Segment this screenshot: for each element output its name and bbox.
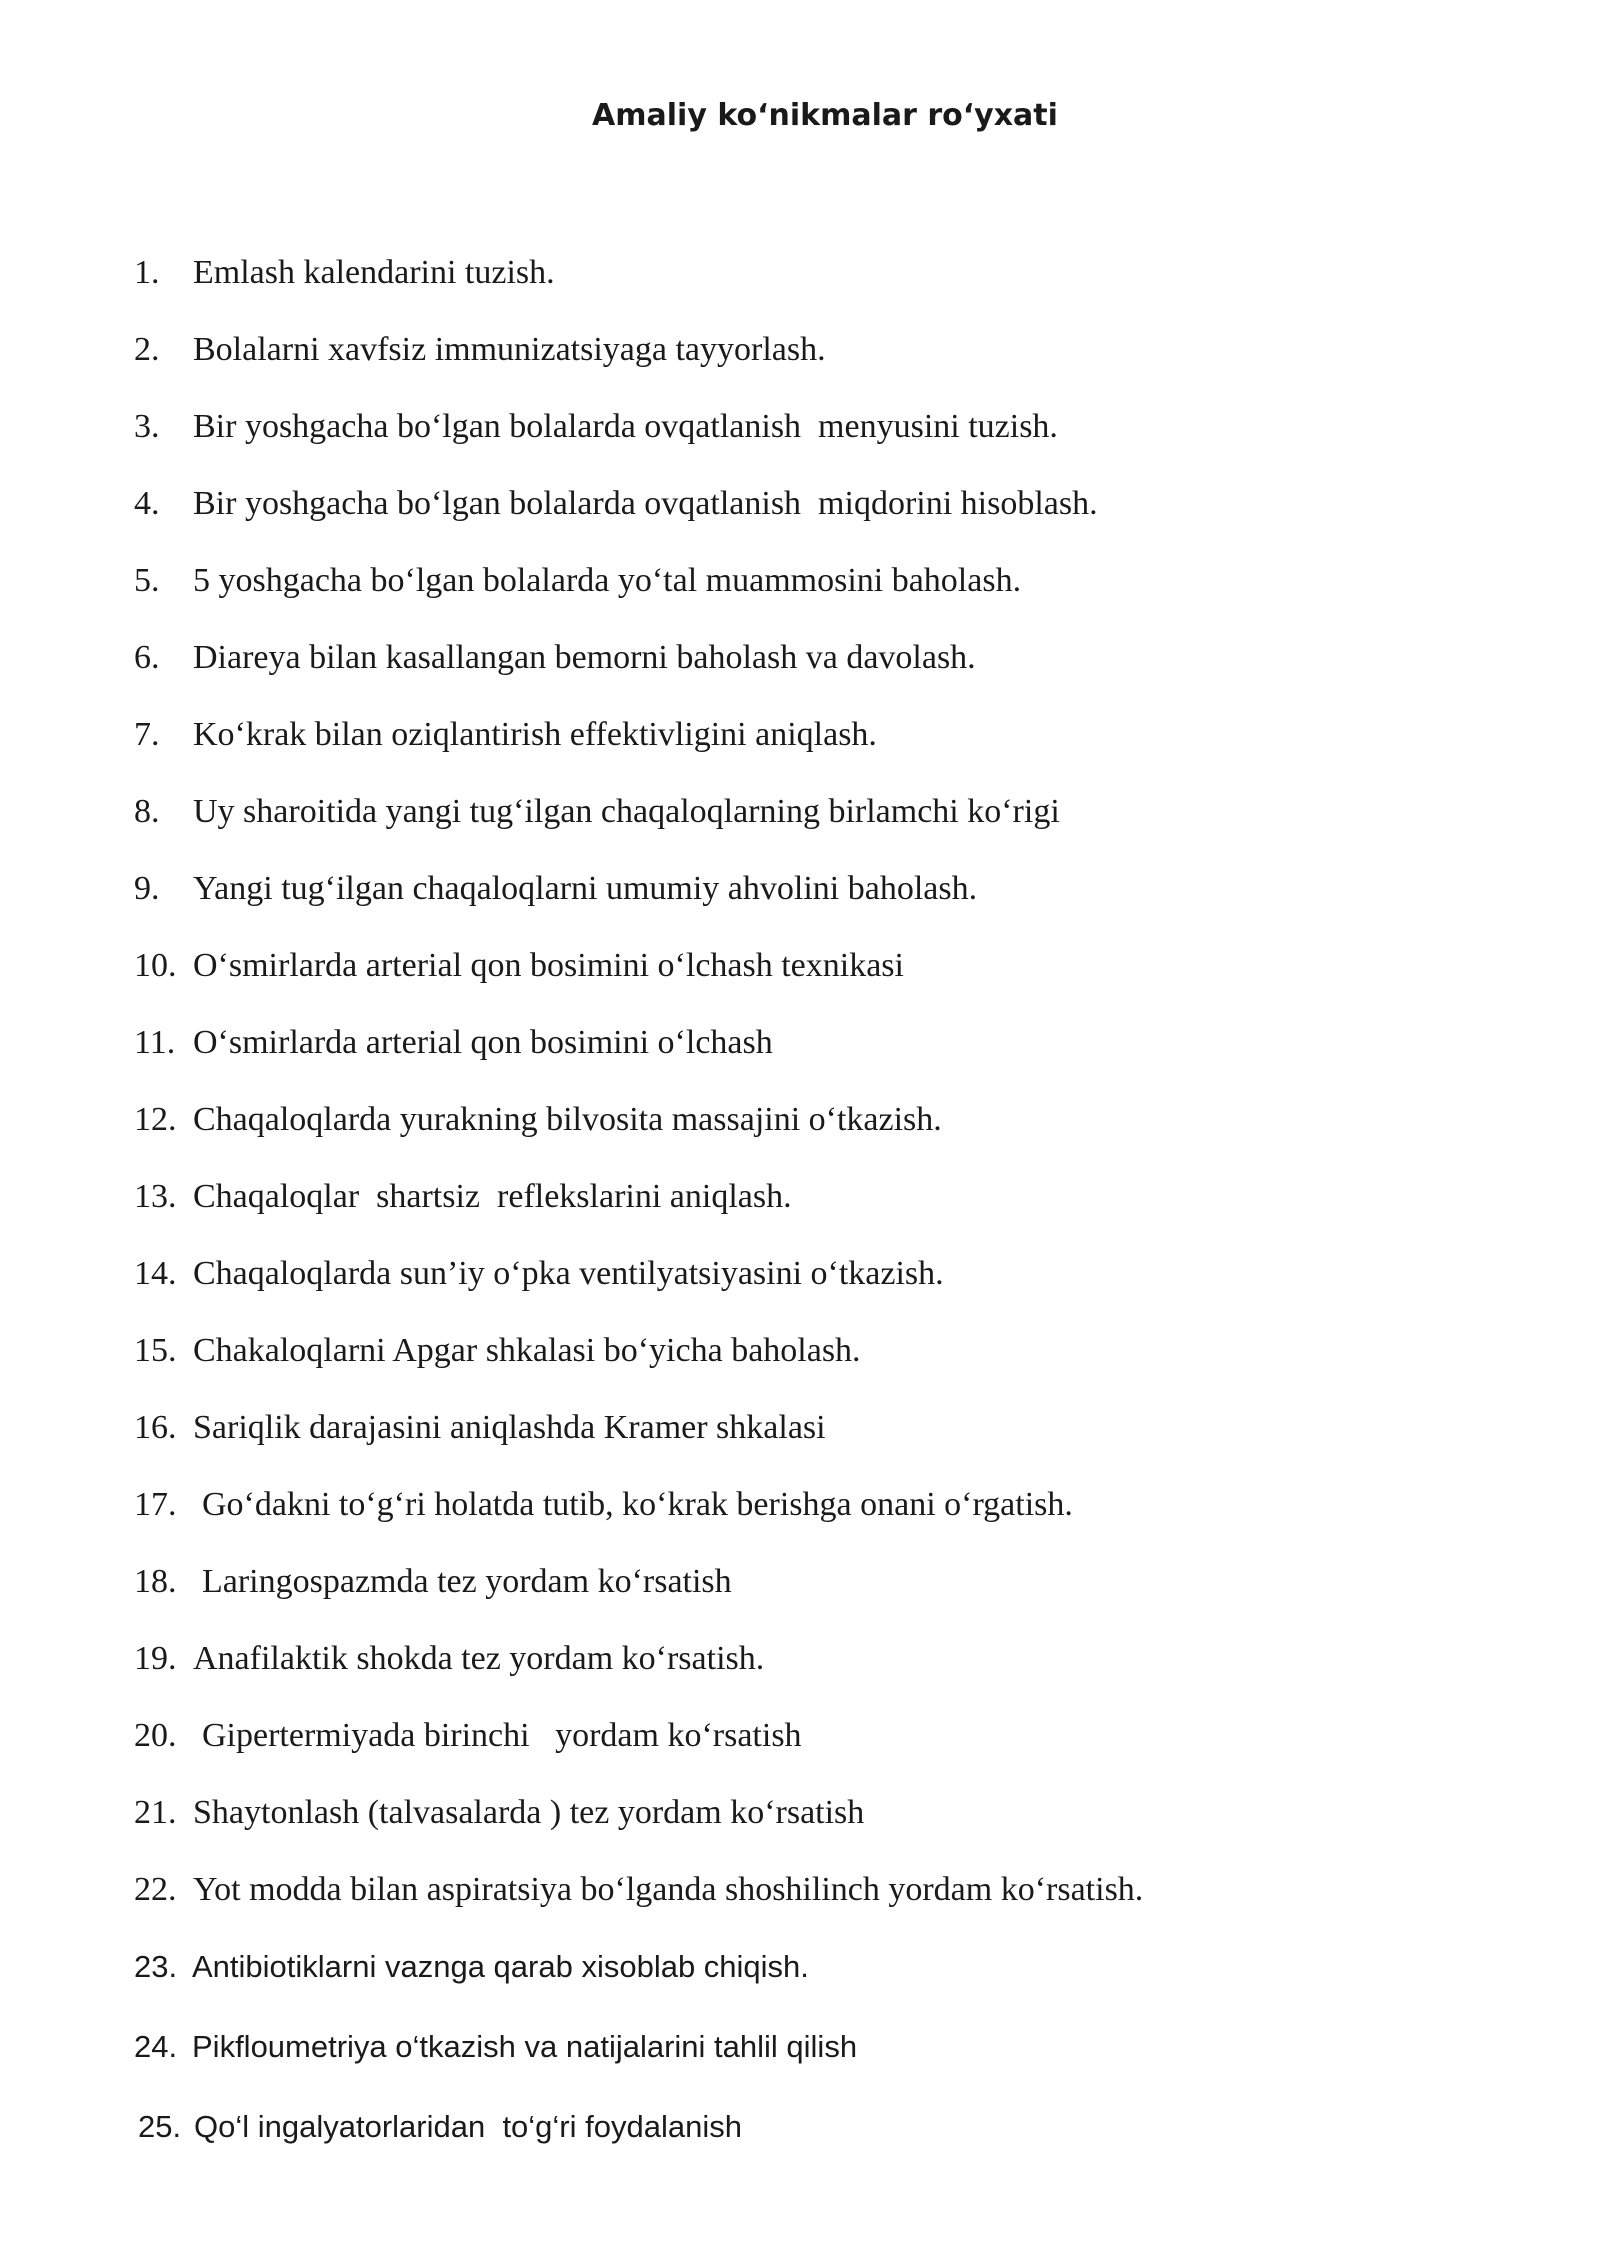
item-text: Sariqlik darajasini aniqlashda Kramer shkalasi — [193, 1409, 826, 1446]
list-item — [0, 250, 1600, 327]
item-text: Go‘dakni to‘g‘ri holatda tutib, ko‘krak berishga onani o‘rgatish. — [202, 1486, 1073, 1523]
item-number: 6. — [134, 639, 160, 676]
list-item — [0, 1636, 1600, 1713]
item-text: Anafilaktik shokda tez yordam ko‘rsatish. — [193, 1640, 765, 1677]
item-text: Yot modda bilan aspiratsiya bo‘lganda shoshilinch yordam ko‘rsatish. — [193, 1871, 1144, 1908]
item-number: 4. — [134, 485, 160, 522]
item-number: 22. — [134, 1871, 177, 1908]
list-item — [0, 1174, 1600, 1251]
item-text: O‘smirlarda arterial qon bosimini o‘lchash — [193, 1024, 773, 1061]
document-title: Amaliy ko‘nikmalar ro‘yxati — [592, 98, 1058, 133]
item-text: Qo‘l ingalyatorlaridan to‘g‘ri foydalanish — [194, 2109, 742, 2144]
list-item — [0, 943, 1600, 1020]
list-item — [0, 1867, 1600, 1944]
item-number: 12. — [134, 1101, 177, 1138]
list-item — [0, 404, 1600, 481]
item-text: Bir yoshgacha bo‘lgan bolalarda ovqatlanish miqdorini hisoblash. — [193, 485, 1098, 522]
list-item — [0, 789, 1600, 866]
list-item — [0, 635, 1600, 712]
list-item — [0, 1790, 1600, 1867]
item-text: Chaqaloqlarda sun’iy o‘pka ventilyatsiyasini o‘tkazish. — [193, 1255, 944, 1292]
list-item — [0, 1405, 1600, 1482]
item-number: 24. — [134, 2029, 178, 2064]
item-text: Shaytonlash (talvasalarda ) tez yordam ko‘rsatish — [193, 1794, 865, 1831]
item-number: 2. — [134, 331, 160, 368]
item-text: Pikfloumetriya o‘tkazish va natijalarini tahlil qilish — [192, 2029, 858, 2064]
item-text: Gipertermiyada birinchi yordam ko‘rsatish — [202, 1717, 802, 1754]
item-number: 23. — [134, 1949, 178, 1984]
item-text: Chakaloqlarni Apgar shkalasi bo‘yicha baholash. — [193, 1332, 861, 1369]
list-item — [0, 2024, 1600, 2104]
item-number: 8. — [134, 793, 160, 830]
item-number: 1. — [134, 254, 160, 291]
list-item — [0, 712, 1600, 789]
list-item — [0, 1713, 1600, 1790]
item-text: Diareya bilan kasallangan bemorni baholash va davolash. — [193, 639, 976, 676]
list-item — [0, 327, 1600, 404]
item-number: 18. — [134, 1563, 177, 1600]
list-item — [0, 481, 1600, 558]
item-number: 25. — [138, 2109, 182, 2144]
item-number: 9. — [134, 870, 160, 907]
list-item — [0, 1944, 1600, 2024]
list-item — [0, 1482, 1600, 1559]
list-item — [0, 1559, 1600, 1636]
item-number: 19. — [134, 1640, 177, 1677]
item-text: Antibiotiklarni vaznga qarab xisoblab chiqish. — [192, 1949, 809, 1984]
item-number: 16. — [134, 1409, 177, 1446]
item-text: Laringospazmda tez yordam ko‘rsatish — [202, 1563, 732, 1600]
item-number: 7. — [134, 716, 160, 753]
item-number: 17. — [134, 1486, 177, 1523]
item-text: Bir yoshgacha bo‘lgan bolalarda ovqatlanish menyusini tuzish. — [193, 408, 1058, 445]
item-number: 3. — [134, 408, 160, 445]
item-text: Chaqaloqlarda yurakning bilvosita massajini o‘tkazish. — [193, 1101, 942, 1138]
list-item — [0, 2104, 1600, 2184]
item-text: O‘smirlarda arterial qon bosimini o‘lchash texnikasi — [193, 947, 904, 984]
skills-list — [0, 250, 1600, 2184]
item-text: Emlash kalendarini tuzish. — [193, 254, 555, 291]
item-text: Bolalarni xavfsiz immunizatsiyaga tayyorlash. — [193, 331, 826, 368]
list-item — [0, 1097, 1600, 1174]
item-number: 14. — [134, 1255, 177, 1292]
item-text: Ko‘krak bilan oziqlantirish effektivligini aniqlash. — [193, 716, 877, 753]
item-number: 11. — [134, 1024, 176, 1061]
item-number: 5. — [134, 562, 160, 599]
item-number: 15. — [134, 1332, 177, 1369]
item-number: 20. — [134, 1717, 177, 1754]
item-text: Chaqaloqlar shartsiz reflekslarini aniqlash. — [193, 1178, 792, 1215]
item-text: Yangi tug‘ilgan chaqaloqlarni umumiy ahvolini baholash. — [193, 870, 978, 907]
item-number: 13. — [134, 1178, 177, 1215]
item-text: 5 yoshgacha bo‘lgan bolalarda yo‘tal muammosini baholash. — [193, 562, 1022, 599]
item-number: 21. — [134, 1794, 177, 1831]
list-item — [0, 558, 1600, 635]
list-item — [0, 1020, 1600, 1097]
list-item — [0, 866, 1600, 943]
item-text: Uy sharoitida yangi tug‘ilgan chaqaloqlarning birlamchi ko‘rigi — [193, 793, 1060, 830]
item-number: 10. — [134, 947, 177, 984]
list-item — [0, 1251, 1600, 1328]
list-item — [0, 1328, 1600, 1405]
